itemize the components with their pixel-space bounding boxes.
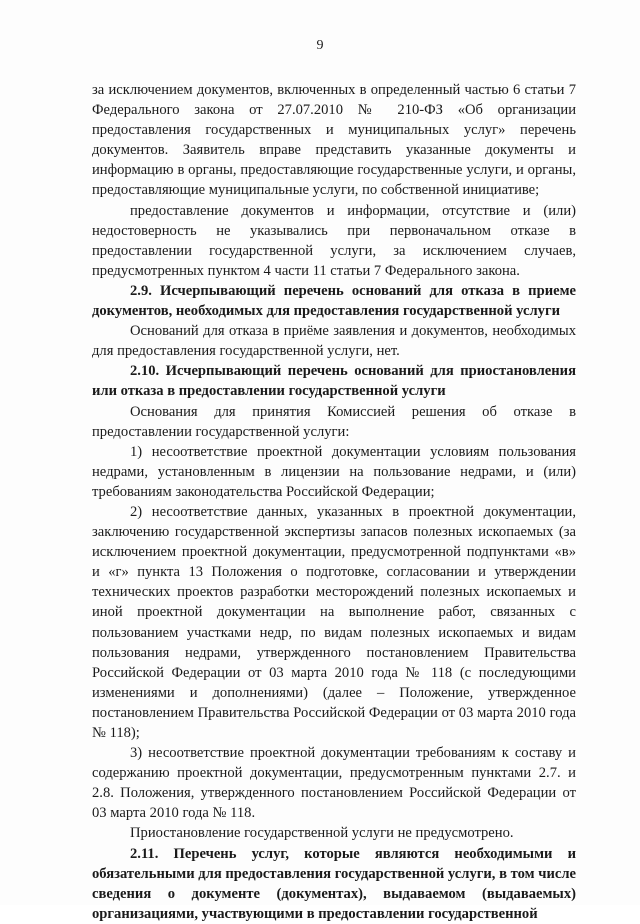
paragraph: Оснований для отказа в приёме заявления и документов, необходимых для предоставления государственной услуги, нет. [92, 323, 576, 360]
paragraph: 2) несоответствие данных, указанных в проектной документации, заключению государственной экспертизы запасов полезных ископаемых (за исключением проектной документации, предусмотренной подпунктами «в» и «г» пункта 13 Положения о подготовке, согласовании и утверждении технических проектов разработки месторождений полезных ископаемых и иной проектной документации на выполнение работ, связанных с пользованием участками недр, по видам полезных ископаемых и видам пользования недрами, утвержденного постановлением Правительства Российской Федерации от 03 марта 2010 года № 118 (с последующими изменениями и дополнениями) (далее – Положение, утвержденное постановлением Правительства Российской Федерации от 03 марта 2010 года № 118); [92, 503, 576, 741]
paragraph: за исключением документов, включенных в определенный частью 6 статьи 7 Федерального закона от 27.07.2010 № 210-ФЗ «Об организации предоставления государственных и муниципальных услуг» перечень документов. Заявитель вправе представить указанные документы и информацию в органы, предоставляющие государственные услуги, и органы, предоставляющие муниципальные услуги, по собственной инициативе; [92, 82, 576, 199]
paragraph: Приостановление государственной услуги не предусмотрено. [130, 825, 514, 842]
paragraph: 3) несоответствие проектной документации требованиям к составу и содержанию проектной документации, предусмотренным пунктами 2.7. и 2.8. Положения, утвержденного постановлением Российской Федерации от 03 марта 2010 года № 118. [92, 745, 576, 822]
page-number: 9 [316, 38, 324, 53]
paragraph: Основания для принятия Комиссией решения об отказе в предоставлении государственной услуги: [92, 403, 576, 440]
section-heading: 2.9. Исчерпывающий перечень оснований для отказа в приеме документов, необходимых для предоставления государственной услуги [92, 282, 576, 320]
section-heading: 2.11. Перечень услуг, которые являются необходимыми и обязательными для предоставления государственной услуги, в том числе сведения о документе (документах), выдаваемом (выдаваемых) организациями, участвующими в предоставлении государственной [92, 845, 576, 922]
paragraph: 1) несоответствие проектной документации условиям пользования недрами, установленным в лицензии на пользование недрами, и (или) требованиям законодательства Российской Федерации; [92, 443, 576, 500]
section-heading: 2.10. Исчерпывающий перечень оснований для приостановления или отказа в предоставлении государственной услуги [92, 363, 576, 400]
document-body [92, 80, 576, 924]
paragraph: предоставление документов и информации, отсутствие и (или) недостоверность не указывались при первоначальном отказе в предоставлении государственной услуги, за исключением случаев, предусмотренных пунктом 4 части 11 статьи 7 Федерального закона. [92, 202, 576, 279]
